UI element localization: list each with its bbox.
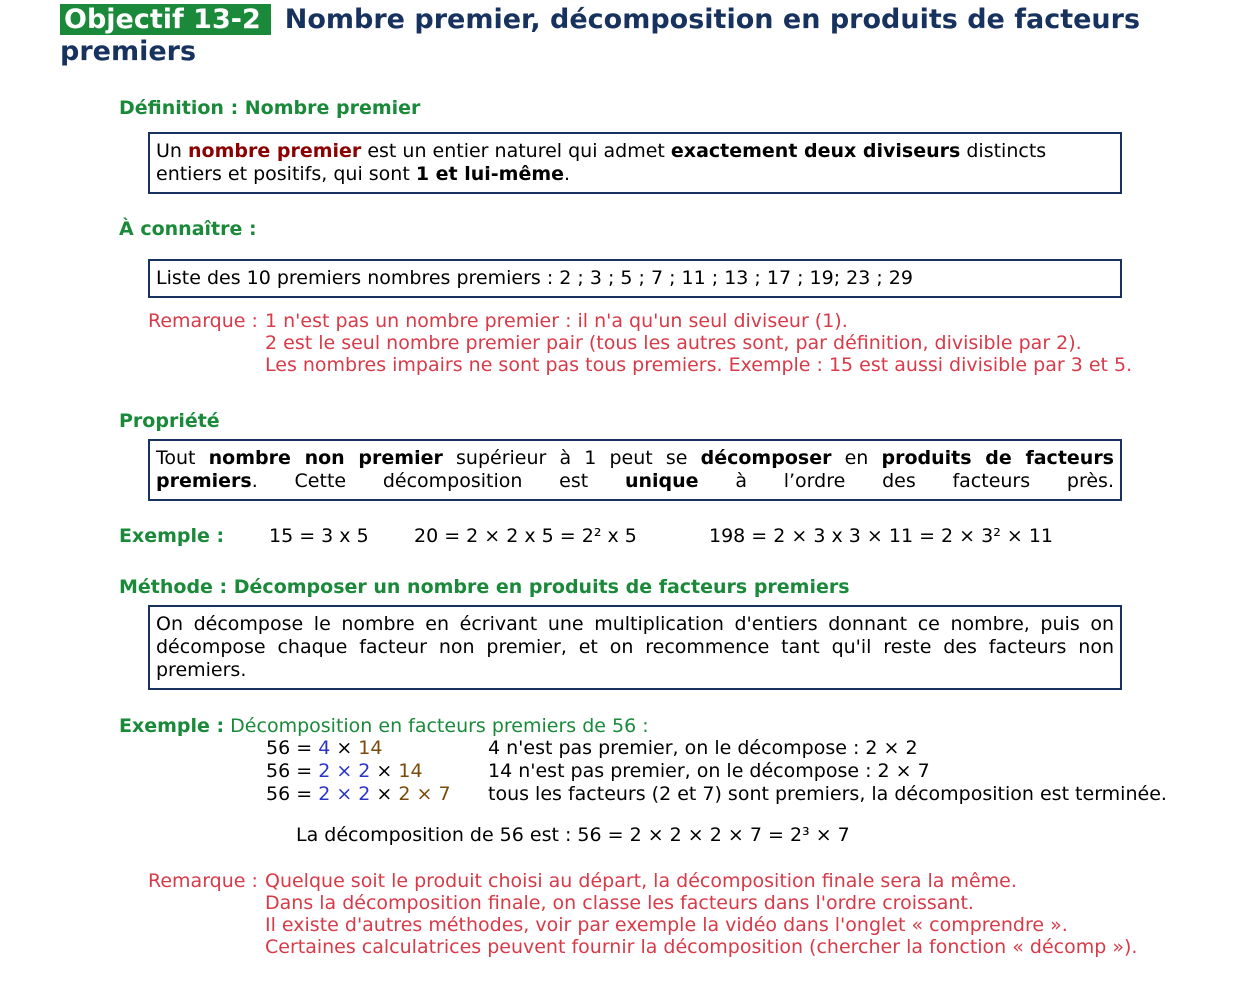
know-heading: À connaître : xyxy=(119,218,257,240)
bold-produits-facteurs: produits de facteurs premiers xyxy=(156,447,1114,492)
bold-decomposer: décomposer xyxy=(700,447,832,469)
remark-2-line: Dans la décomposition finale, on classe les facteurs dans l'ordre croissant. xyxy=(265,892,974,914)
term-nombre-premier: nombre premier xyxy=(188,140,362,162)
definition-text-1: Un xyxy=(156,140,188,162)
method-heading: Méthode : Décomposer un nombre en produits de facteurs premiers xyxy=(119,576,850,598)
definition-text-2: est un entier naturel qui admet xyxy=(361,140,671,162)
example-2-heading xyxy=(119,715,649,737)
step-factor-blue: 2 × 2 xyxy=(318,783,371,805)
property-text-5: à l’ordre des facteurs près. xyxy=(698,470,1114,492)
objective-badge: Objectif 13-2 xyxy=(60,4,271,35)
example-1-label: Exemple : xyxy=(119,525,225,547)
bold-un-et-lui-meme: 1 et lui-même xyxy=(415,163,565,185)
remark-2-line: Certaines calculatrices peuvent fournir la décomposition (chercher la fonction « décomp »). xyxy=(265,936,1138,958)
example-198: 198 = 2 × 3 x 3 × 11 = 2 × 3² × 11 xyxy=(709,525,1053,547)
example-20: 20 = 2 × 2 x 5 = 2² x 5 xyxy=(414,525,637,547)
step-times: × xyxy=(370,783,399,805)
step-times: × xyxy=(330,737,359,759)
step-times: × xyxy=(370,760,399,782)
bold-unique: unique xyxy=(624,470,699,492)
remark-1-line: Les nombres impairs ne sont pas tous premiers. Exemple : 15 est aussi divisible par 3 et 5. xyxy=(265,354,1133,376)
step-lhs: 56 = xyxy=(266,737,319,759)
definition-heading: Définition : Nombre premier xyxy=(119,97,421,119)
remark-1-line: 2 est le seul nombre premier pair (tous les autres sont, par définition, divisible par 2). xyxy=(265,332,1082,354)
example-15: 15 = 3 x 5 xyxy=(269,525,369,547)
step-factor-brown: 2 × 7 xyxy=(398,783,451,805)
definition-box xyxy=(148,132,1122,194)
property-heading: Propriété xyxy=(119,410,220,432)
method-line-3: premiers. xyxy=(156,659,247,681)
decomp-step-2 xyxy=(266,760,423,783)
method-line-1: On décompose le nombre en écrivant une multiplication d'entiers donnant ce nombre, puis on xyxy=(156,613,1114,635)
decomp-result: La décomposition de 56 est : 56 = 2 × 2 × 2 × 7 = 2³ × 7 xyxy=(296,824,850,846)
remark-1-label: Remarque : xyxy=(148,310,258,332)
remark-2-label: Remarque : xyxy=(148,870,258,892)
property-box xyxy=(148,439,1122,501)
prime-list-text: Liste des 10 premiers nombres premiers : 2 ; 3 ; 5 ; 7 ; 11 ; 13 ; 17 ; 19; 23 ; 29 xyxy=(156,267,913,289)
step-factor-blue: 2 × 2 xyxy=(318,760,371,782)
property-text-3: en xyxy=(831,447,882,469)
bold-nombre-non-premier: nombre non premier xyxy=(208,447,443,469)
example-2-intro: Décomposition en facteurs premiers de 56 : xyxy=(224,715,649,737)
remark-2-line: Il existe d'autres méthodes, voir par exemple la vidéo dans l'onglet « comprendre ». xyxy=(265,914,1068,936)
page-title xyxy=(60,4,1180,68)
method-box xyxy=(148,605,1122,690)
bold-exactement: exactement deux diviseurs xyxy=(670,140,961,162)
step-factor-brown: 14 xyxy=(358,737,383,759)
property-text-1: Tout xyxy=(156,447,209,469)
decomp-note-2: 14 n'est pas premier, on le décompose : 2 × 7 xyxy=(488,760,930,782)
step-factor-brown: 14 xyxy=(398,760,423,782)
step-factor-blue: 4 xyxy=(318,737,331,759)
step-lhs: 56 = xyxy=(266,783,319,805)
remark-1 xyxy=(148,310,1148,380)
step-lhs: 56 = xyxy=(266,760,319,782)
title-text: Nombre premier, décomposition en produits de facteurs premiers xyxy=(60,4,1141,67)
definition-text-3: distincts entiers et positifs, qui sont xyxy=(156,140,1047,185)
decomp-step-3 xyxy=(266,783,451,806)
property-text-2: supérieur à 1 peut se xyxy=(442,447,701,469)
remark-2 xyxy=(148,870,1158,962)
example-2-label: Exemple : xyxy=(119,715,225,737)
decomp-note-1: 4 n'est pas premier, on le décompose : 2 × 2 xyxy=(488,737,918,759)
method-line-2: décompose chaque facteur non premier, et on recommence tant qu'il reste des facteurs non xyxy=(156,636,1114,658)
definition-text-4: . xyxy=(564,163,571,185)
property-text-4: . Cette décomposition est xyxy=(251,470,625,492)
decomp-step-1 xyxy=(266,737,382,760)
remark-1-line: 1 n'est pas un nombre premier : il n'a qu'un seul diviseur (1). xyxy=(265,310,848,332)
remark-2-line: Quelque soit le produit choisi au départ, la décomposition finale sera la même. xyxy=(265,870,1017,892)
prime-list-box xyxy=(148,259,1122,298)
decomp-note-3: tous les facteurs (2 et 7) sont premiers, la décomposition est terminée. xyxy=(488,783,1167,805)
